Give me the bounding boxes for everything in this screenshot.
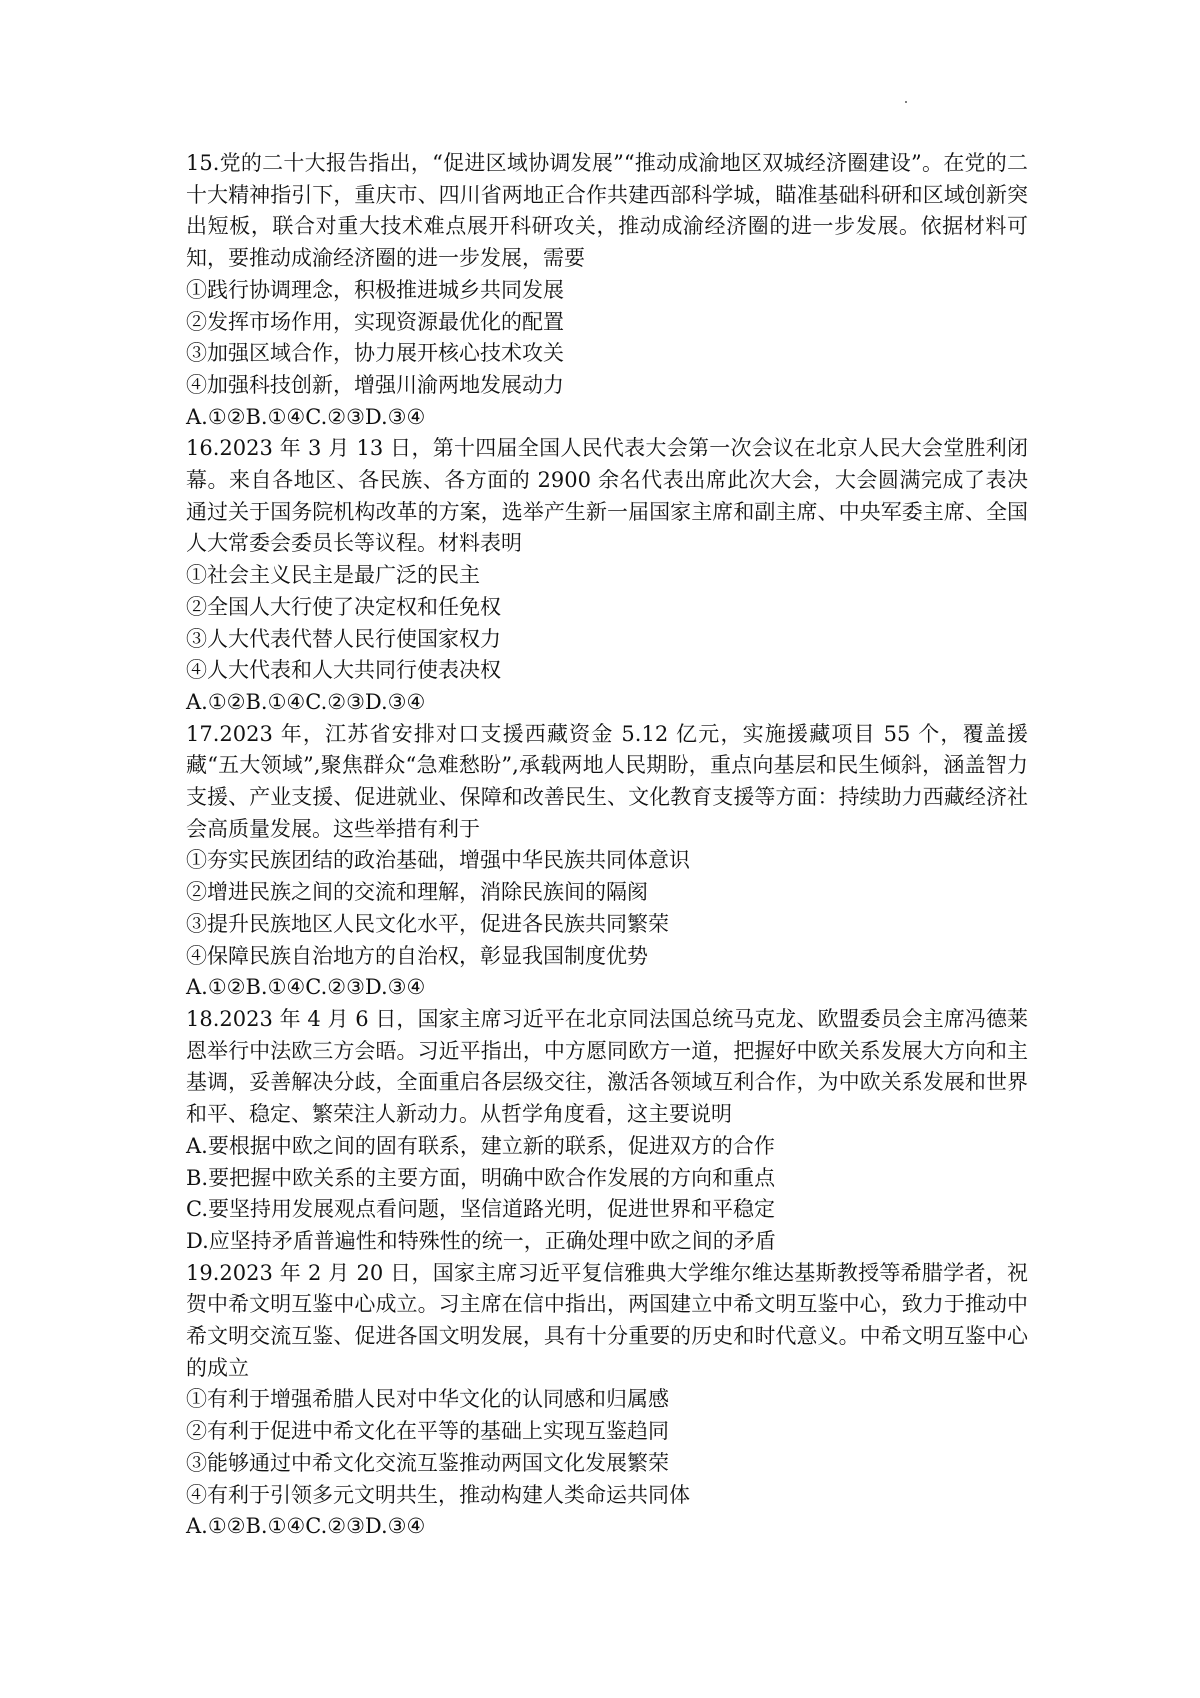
option-line: ④人大代表和人大共同行使表决权 bbox=[186, 658, 501, 683]
option-line: ②增进民族之间的交流和理解，消除民族间的隔阂 bbox=[186, 880, 648, 905]
option-line: ④有利于引领多元文明共生，推动构建人类命运共同体 bbox=[186, 1482, 690, 1507]
option-line: ①夯实民族团结的政治基础，增强中华民族共同体意识 bbox=[186, 848, 690, 873]
option-line: A.要根据中欧之间的固有联系，建立新的联系，促进双方的合作 bbox=[186, 1133, 775, 1158]
answer-choices: A.①②B.①④C.②③D.③④ bbox=[186, 689, 426, 714]
option-line: ①社会主义民主是最广泛的民主 bbox=[186, 563, 480, 588]
question-18 bbox=[186, 1004, 1028, 1258]
option-line: ④保障民族自治地方的自治权，彰显我国制度优势 bbox=[186, 943, 648, 968]
option-line: ②全国人大行使了决定权和任免权 bbox=[186, 594, 501, 619]
answer-choices: A.①②B.①④C.②③D.③④ bbox=[186, 975, 426, 1000]
question-stem: 15.党的二十大报告指出，“促进区域协调发展”“推动成渝地区双城经济圈建设”。在党的二十大精神指引下，重庆市、四川省两地正合作共建西部科学城，瞄准基础科研和区域创新突出短板，联合对重大技术难点展开科研攻关，推动成渝经济圈的进一步发展。依据材料可知，要推动成渝经济圈的进一步发展，需要 bbox=[186, 151, 1028, 271]
question-stem: 17.2023 年，江苏省安排对口支援西藏资金 5.12 亿元，实施援藏项目 55 个，覆盖援藏“五大领域”,聚焦群众“急难愁盼”,承载两地人民期盼，重点向基层和民生倾斜，涵盖智力支援、产业支援、促进就业、保障和改善民生、文化教育支援等方面：持续助力西藏经济社会高质量发展。这些举措有利于 bbox=[186, 721, 1028, 841]
option-line: ①践行协调理念，积极推进城乡共同发展 bbox=[186, 277, 564, 302]
option-line: ③能够通过中希文化交流互鉴推动两国文化发展繁荣 bbox=[186, 1450, 669, 1475]
question-19 bbox=[186, 1258, 1028, 1543]
question-16 bbox=[186, 433, 1028, 718]
question-15 bbox=[186, 148, 1028, 433]
option-line: ②发挥市场作用，实现资源最优化的配置 bbox=[186, 309, 564, 334]
scan-mark-dot bbox=[905, 101, 907, 103]
option-line: B.要把握中欧关系的主要方面，明确中欧合作发展的方向和重点 bbox=[186, 1165, 776, 1190]
option-line: ①有利于增强希腊人民对中华文化的认同感和归属感 bbox=[186, 1387, 669, 1412]
option-line: ④加强科技创新，增强川渝两地发展动力 bbox=[186, 372, 564, 397]
question-17 bbox=[186, 719, 1028, 1004]
option-line: ②有利于促进中希文化在平等的基础上实现互鉴趋同 bbox=[186, 1419, 669, 1444]
option-line: C.要坚持用发展观点看问题，坚信道路光明，促进世界和平稳定 bbox=[186, 1197, 775, 1222]
option-line: ③人大代表代替人民行使国家权力 bbox=[186, 626, 501, 651]
option-line: ③加强区域合作，协力展开核心技术攻关 bbox=[186, 341, 564, 366]
question-stem: 16.2023 年 3 月 13 日，第十四届全国人民代表大会第一次会议在北京人民大会堂胜利闭幕。来自各地区、各民族、各方面的 2900 余名代表出席此次大会，大会圆满完成了表决通过关于国务院机构改革的方案，选举产生新一届国家主席和副主席、中央军委主席、全国人大常委会委员长等议程。材料表明 bbox=[186, 436, 1028, 556]
question-stem: 19.2023 年 2 月 20 日，国家主席习近平复信雅典大学维尔维达基斯教授等希腊学者，祝贺中希文明互鉴中心成立。习主席在信中指出，两国建立中希文明互鉴中心，致力于推动中希文明交流互鉴、促进各国文明发展，具有十分重要的历史和时代意义。中希文明互鉴中心的成立 bbox=[186, 1260, 1028, 1380]
answer-choices: A.①②B.①④C.②③D.③④ bbox=[186, 1514, 426, 1539]
option-line: ③提升民族地区人民文化水平，促进各民族共同繁荣 bbox=[186, 911, 669, 936]
exam-page bbox=[186, 148, 1028, 1543]
option-line: D.应坚持矛盾普遍性和特殊性的统一，正确处理中欧之间的矛盾 bbox=[186, 1228, 776, 1253]
answer-choices: A.①②B.①④C.②③D.③④ bbox=[186, 404, 426, 429]
question-stem: 18.2023 年 4 月 6 日，国家主席习近平在北京同法国总统马克龙、欧盟委员会主席冯德莱恩举行中法欧三方会晤。习近平指出，中方愿同欧方一道，把握好中欧关系发展大方向和主基调，妥善解决分歧，全面重启各层级交往，激活各领域互利合作，为中欧关系发展和世界和平、稳定、繁荣注人新动力。从哲学角度看，这主要说明 bbox=[186, 1006, 1028, 1127]
